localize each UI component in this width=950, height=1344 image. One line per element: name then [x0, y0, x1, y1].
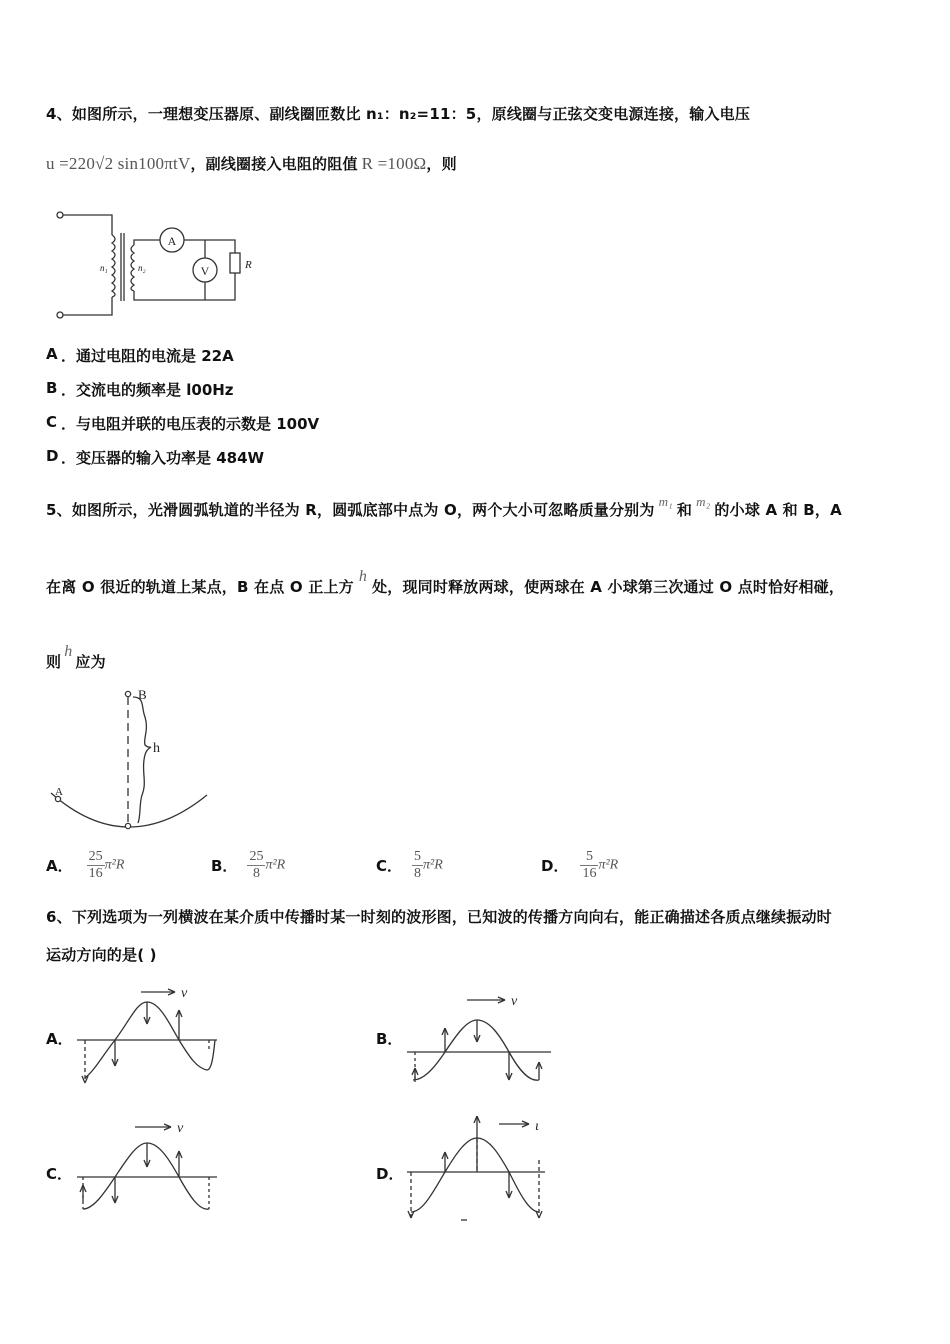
- q4-option-d[interactable]: D: [46, 447, 59, 465]
- height-h-label: h: [153, 741, 160, 756]
- q6-stem-line1: 6、下列选项为一列横波在某介质中传播时某一时刻的波形图，已知波的传播方向向右，能正确描述各质点继续振动时: [46, 908, 832, 926]
- q4-option-c-text: ．与电阻并联的电压表的示数是 100V: [61, 415, 320, 433]
- q4-transformer-circuit-figure: [50, 205, 280, 325]
- voltmeter-label: V: [200, 264, 210, 278]
- q6-option-a[interactable]: A．: [46, 1030, 73, 1048]
- h-symbol-2: h: [64, 643, 73, 660]
- q5-option-b-fraction: $\frac{25}{8}$: [249, 849, 264, 881]
- q4-option-b[interactable]: B: [46, 379, 58, 397]
- q4-formula-r: R =100Ω: [361, 154, 427, 173]
- q6-wave-figure-c: [75, 1115, 225, 1220]
- q6-option-b[interactable]: B．: [376, 1030, 403, 1048]
- q4-stem-line2-end: ，则: [426, 155, 457, 173]
- q4-stem-line2-mid: ，副线圈接入电阻的阻值: [190, 155, 358, 173]
- q6-wave-figure-d: [405, 1110, 555, 1225]
- n1-label: n₁: [100, 263, 108, 273]
- q6-stem-line2: 运动方向的是( ): [46, 946, 157, 964]
- n2-label: n₂: [138, 263, 146, 273]
- q5-arc-track-figure: [45, 685, 215, 835]
- q6-wave-figure-a: [75, 980, 225, 1090]
- q5-option-c[interactable]: C． $\frac{5}{8}$ π²R: [376, 849, 443, 881]
- ammeter-label: A: [167, 234, 177, 248]
- q6-option-c[interactable]: C．: [46, 1165, 73, 1183]
- q6-option-d[interactable]: D．: [376, 1165, 404, 1183]
- velocity-label-a: v: [181, 986, 188, 1001]
- q4-option-b-text: ．交流电的频率是 l00Hz: [61, 381, 234, 399]
- q5-option-d-fraction: $\frac{5}{16}$: [582, 849, 597, 881]
- q5-stem-line2: 在离 O 很近的轨道上某点，B 在点 O 正上方h处，现同时释放两球，使两球在 A 小球第三次通过 O 点时恰好相碰，: [46, 568, 845, 596]
- ball-b-label: B: [138, 687, 147, 702]
- q5-stem-line3: 则h应为: [46, 643, 106, 671]
- q4-option-c[interactable]: C: [46, 413, 58, 431]
- q5-option-d[interactable]: D． $\frac{5}{16}$ π²R: [541, 849, 619, 881]
- h-symbol: h: [358, 568, 368, 585]
- ball-a-label: A: [55, 786, 63, 798]
- q4-stem-line2: [46, 153, 457, 174]
- q5-option-c-fraction: $\frac{5}{8}$: [414, 849, 422, 881]
- q4-option-a-text: ．通过电阻的电流是 22A: [61, 347, 234, 365]
- q4-option-d-text: ．变压器的输入功率是 484W: [61, 449, 265, 467]
- q5-option-b[interactable]: B． $\frac{25}{8}$ π²R: [211, 849, 286, 881]
- q4-stem-line1: 4、如图所示，一理想变压器原、副线圈匝数比 n₁：n₂=11：5，原线圈与正弦交变电源连接，输入电压: [46, 105, 751, 123]
- q6-wave-figure-b: [405, 990, 555, 1090]
- velocity-label-b: v: [511, 994, 518, 1009]
- resistor-label: R: [245, 259, 252, 271]
- m1-symbol: m₁: [658, 494, 673, 509]
- q5-option-a-fraction: $\frac{25}{16}$: [88, 849, 103, 881]
- velocity-label-d: ι: [535, 1119, 539, 1134]
- m2-symbol: m₂: [696, 494, 711, 509]
- q4-option-a[interactable]: A: [46, 345, 58, 363]
- velocity-label-c: v: [177, 1121, 184, 1136]
- q5-stem-line1: 5、如图所示，光滑圆弧轨道的半径为 R，圆弧底部中点为 O，两个大小可忽略质量分别为 m₁ 和 m₂ 的小球 A 和 B，A: [46, 494, 842, 519]
- q4-formula-u: u =220√2 sin100πtV: [46, 154, 191, 173]
- q5-option-a[interactable]: A． $\frac{25}{16}$ π²R: [46, 849, 125, 881]
